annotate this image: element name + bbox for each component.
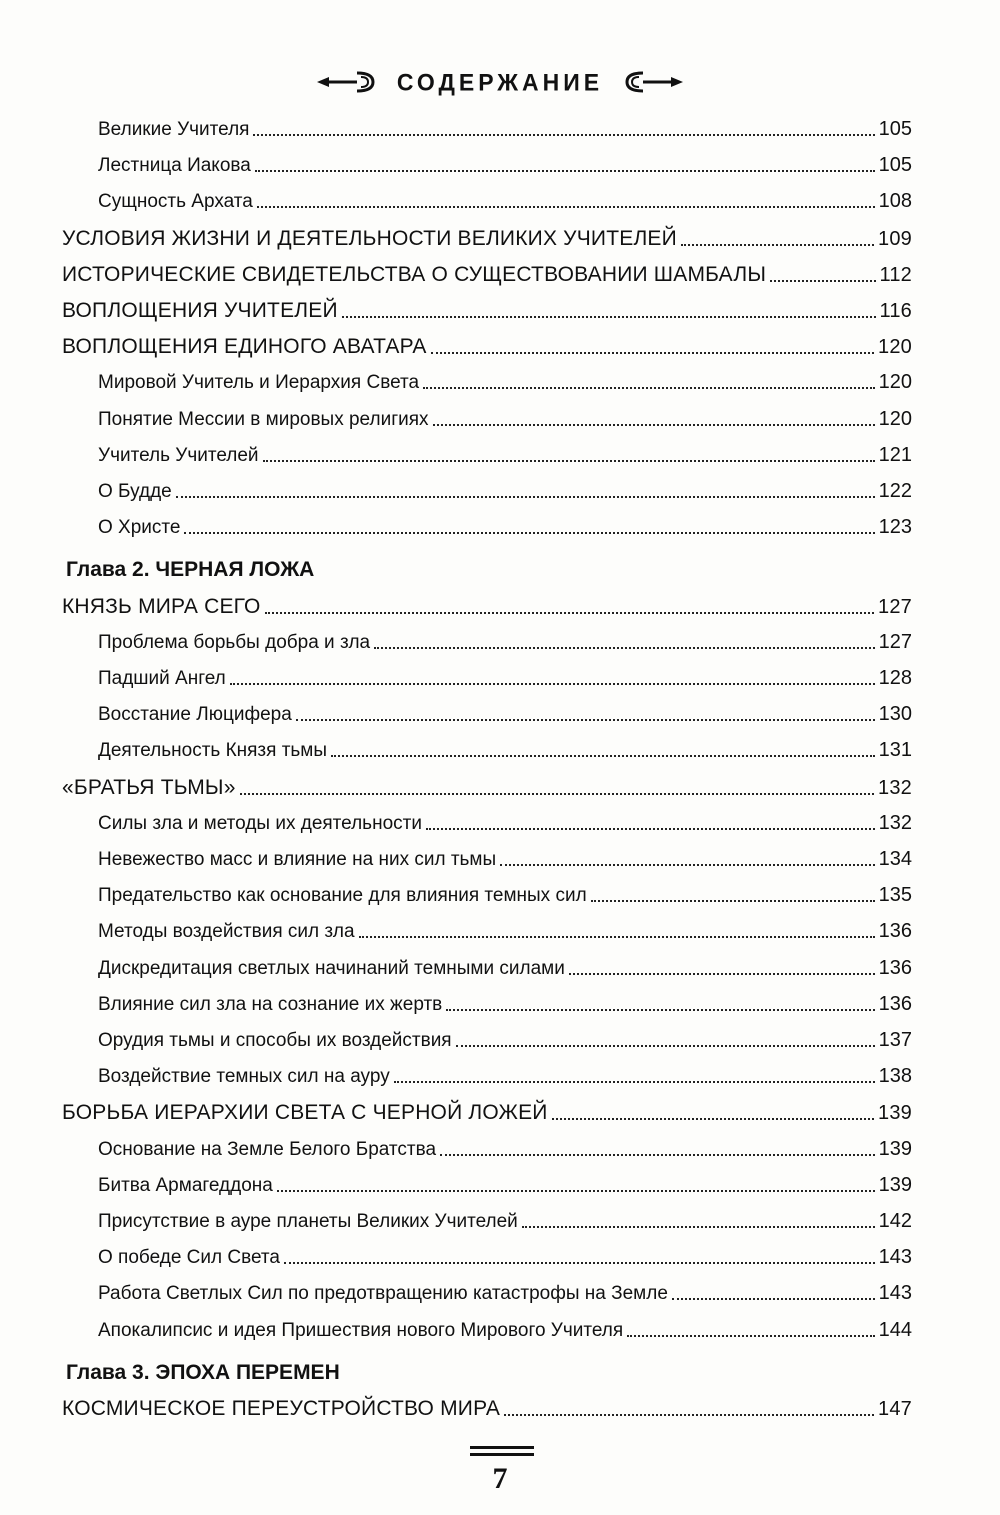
entry-title: Мировой Учитель и Иерархия Света — [98, 372, 420, 394]
dot-leader — [240, 793, 874, 795]
entry-title: Апокалипсис и идея Пришествия нового Мирового Учителя — [98, 1319, 624, 1341]
entry-title: Сущность Архата — [98, 191, 253, 213]
entry-page-number: 142 — [878, 1210, 912, 1232]
dot-leader — [374, 647, 875, 649]
dot-leader — [552, 1118, 874, 1120]
left-ornament-icon — [317, 70, 379, 94]
toc-subsection-entry — [98, 703, 912, 726]
dot-leader — [569, 973, 875, 975]
entry-page-number: 144 — [878, 1318, 912, 1341]
toc-section-entry — [62, 335, 912, 359]
entry-page-number: 121 — [878, 443, 912, 466]
entry-title: КНЯЗЬ МИРА СЕГО — [62, 594, 261, 618]
entry-page-number: 137 — [878, 1029, 912, 1051]
dot-leader — [284, 1262, 875, 1264]
entry-title: Падший Ангел — [98, 668, 226, 689]
toc-subsection-entry — [98, 1246, 912, 1269]
dot-leader — [446, 1009, 874, 1011]
chapter-heading — [66, 1361, 912, 1385]
entry-page-number: 120 — [878, 336, 912, 359]
dot-leader — [394, 1081, 875, 1083]
entry-title: Деятельность Князя тьмы — [98, 740, 328, 762]
entry-page-number: 143 — [878, 1246, 912, 1269]
entry-page-number: 120 — [878, 407, 912, 430]
toc-subsection-entry — [98, 1029, 912, 1052]
dot-leader — [522, 1226, 875, 1228]
dot-leader — [423, 387, 875, 389]
toc-subsection-entry — [98, 371, 912, 394]
entry-page-number: 139 — [878, 1137, 912, 1160]
dot-leader — [253, 134, 874, 136]
toc-subsection-entry — [98, 812, 912, 835]
entry-title: Великие Учителя — [98, 119, 250, 140]
dot-leader — [770, 280, 875, 282]
dot-leader — [500, 864, 874, 866]
dot-leader — [504, 1414, 874, 1416]
entry-title: КОСМИЧЕСКОЕ ПЕРЕУСТРОЙСТВО МИРА — [62, 1397, 501, 1420]
toc-subsection-entry — [98, 667, 912, 690]
entry-title: ВОПЛОЩЕНИЯ ЕДИНОГО АВАТАРА — [62, 335, 427, 359]
entry-title: Силы зла и методы их деятельности — [98, 812, 422, 834]
dot-leader — [184, 532, 874, 534]
toc-subsection-entry — [98, 848, 912, 871]
toc-subsection-entry — [98, 1138, 912, 1161]
entry-title: Проблема борьбы добра и зла — [98, 631, 371, 653]
entry-page-number: 132 — [878, 776, 912, 799]
dot-leader — [456, 1045, 875, 1047]
entry-title: Присутствие в ауре планеты Великих Учителей — [98, 1211, 518, 1232]
dot-leader — [263, 460, 875, 462]
entry-page-number: 136 — [878, 956, 912, 979]
toc-subsection-entry — [98, 739, 912, 762]
header-title: СОДЕРЖАНИЕ — [396, 67, 604, 96]
entry-page-number: 136 — [878, 920, 912, 943]
dot-leader — [230, 683, 875, 685]
entry-page-number: 123 — [878, 516, 912, 539]
dot-leader — [257, 206, 875, 208]
toc-subsection-entry — [98, 118, 912, 141]
toc-subsection-entry — [98, 1210, 912, 1233]
entry-title: Влияние сил зла на сознание их жертв — [98, 993, 443, 1015]
entry-page-number: 139 — [878, 1173, 912, 1196]
dot-leader — [591, 900, 875, 902]
entry-title: Работа Светлых Сил по предотвращению катастрофы на Земле — [98, 1283, 668, 1305]
entry-title: Глава 3. ЭПОХА ПЕРЕМЕН — [66, 1360, 340, 1384]
dot-leader — [426, 828, 875, 830]
dot-leader — [627, 1335, 874, 1337]
entry-page-number: 136 — [878, 992, 912, 1015]
entry-page-number: 112 — [879, 263, 912, 286]
entry-page-number: 132 — [878, 811, 912, 834]
entry-title: Предательство как основание для влияния темных сил — [98, 885, 587, 907]
toc-subsection-entry — [98, 1065, 912, 1088]
entry-title: Основание на Земле Белого Братства — [98, 1138, 437, 1160]
dot-leader — [359, 936, 875, 938]
dot-leader — [431, 352, 874, 354]
entry-page-number: 109 — [878, 227, 912, 250]
toc-section-entry — [62, 263, 912, 287]
entry-title: Дискредитация светлых начинаний темными силами — [98, 957, 565, 979]
entry-title: Глава 2. ЧЕРНАЯ ЛОЖА — [66, 558, 315, 582]
toc-subsection-entry — [98, 1174, 912, 1197]
dot-leader — [681, 244, 874, 246]
dot-leader — [277, 1190, 875, 1192]
entry-title: Битва Армагеддона — [98, 1174, 273, 1196]
entry-page-number: 131 — [878, 739, 912, 762]
dot-leader — [265, 612, 874, 614]
toc-subsection-entry — [98, 516, 912, 539]
dot-leader — [433, 424, 875, 426]
entry-title: «БРАТЬЯ ТЬМЫ» — [62, 775, 236, 799]
entry-title: Восстание Люцифера — [98, 704, 292, 726]
entry-page-number: 105 — [878, 118, 912, 140]
entry-page-number: 127 — [878, 595, 912, 618]
page-header — [0, 62, 1000, 102]
dot-leader — [440, 1154, 875, 1156]
dot-leader — [296, 719, 875, 721]
footer-divider — [470, 1446, 534, 1460]
entry-title: ИСТОРИЧЕСКИЕ СВИДЕТЕЛЬСТВА О СУЩЕСТВОВАНИИ ШАМБАЛЫ — [62, 262, 767, 286]
toc-section-entry — [62, 776, 912, 800]
toc-subsection-entry — [98, 884, 912, 907]
toc-section-entry — [62, 1101, 912, 1125]
toc-subsection-entry — [98, 444, 912, 467]
entry-title: Лестница Иакова — [98, 155, 251, 177]
entry-page-number: 139 — [878, 1102, 912, 1125]
toc-subsection-entry — [98, 408, 912, 431]
entry-title: УСЛОВИЯ ЖИЗНИ И ДЕЯТЕЛЬНОСТИ ВЕЛИКИХ УЧИТЕЛЕЙ — [62, 226, 677, 250]
entry-page-number: 143 — [878, 1282, 912, 1305]
toc-subsection-entry — [98, 480, 912, 503]
toc-subsection-entry — [98, 154, 912, 177]
entry-title: О Будде — [98, 481, 172, 502]
dot-leader — [331, 755, 875, 757]
entry-title: О победе Сил Света — [98, 1247, 280, 1269]
entry-title: Невежество масс и влияние на них сил тьмы — [98, 849, 497, 870]
entry-page-number: 127 — [878, 630, 912, 653]
toc-section-entry — [62, 595, 912, 619]
toc-subsection-entry — [98, 957, 912, 980]
entry-title: Методы воздействия сил зла — [98, 921, 355, 943]
entry-title: Воздействие темных сил на ауру — [98, 1066, 390, 1088]
entry-title: Орудия тьмы и способы их воздействия — [98, 1030, 452, 1051]
dot-leader — [672, 1298, 875, 1300]
toc-section-entry — [62, 299, 912, 323]
entry-page-number: 134 — [878, 848, 912, 870]
dot-leader — [255, 170, 875, 172]
entry-title: БОРЬБА ИЕРАРХИИ СВЕТА С ЧЕРНОЙ ЛОЖЕЙ — [62, 1101, 548, 1125]
entry-page-number: 108 — [878, 190, 912, 213]
entry-page-number: 120 — [878, 371, 912, 394]
toc-subsection-entry — [98, 631, 912, 654]
entry-title: О Христе — [98, 517, 181, 539]
entry-page-number: 130 — [878, 703, 912, 726]
entry-page-number: 116 — [879, 300, 912, 322]
toc-subsection-entry — [98, 993, 912, 1016]
right-ornament-icon — [621, 70, 683, 94]
toc-section-entry — [62, 1397, 912, 1421]
dot-leader — [342, 316, 876, 318]
entry-page-number: 138 — [878, 1065, 912, 1088]
toc-subsection-entry — [98, 1319, 912, 1342]
toc-subsection-entry — [98, 1282, 912, 1305]
entry-title: Учитель Учителей — [98, 444, 259, 466]
entry-title: Понятие Мессии в мировых религиях — [98, 408, 429, 430]
entry-title: ВОПЛОЩЕНИЯ УЧИТЕЛЕЙ — [62, 299, 338, 322]
toc-subsection-entry — [98, 920, 912, 943]
dot-leader — [176, 496, 875, 498]
entry-page-number: 105 — [878, 154, 912, 177]
entry-page-number: 128 — [878, 667, 912, 689]
toc-section-entry — [62, 227, 912, 251]
entry-page-number: 122 — [878, 480, 912, 502]
entry-page-number: 135 — [878, 884, 912, 907]
entry-page-number: 147 — [878, 1398, 912, 1420]
chapter-heading — [66, 558, 912, 582]
page-number: 7 — [492, 1462, 508, 1495]
toc-subsection-entry — [98, 190, 912, 213]
